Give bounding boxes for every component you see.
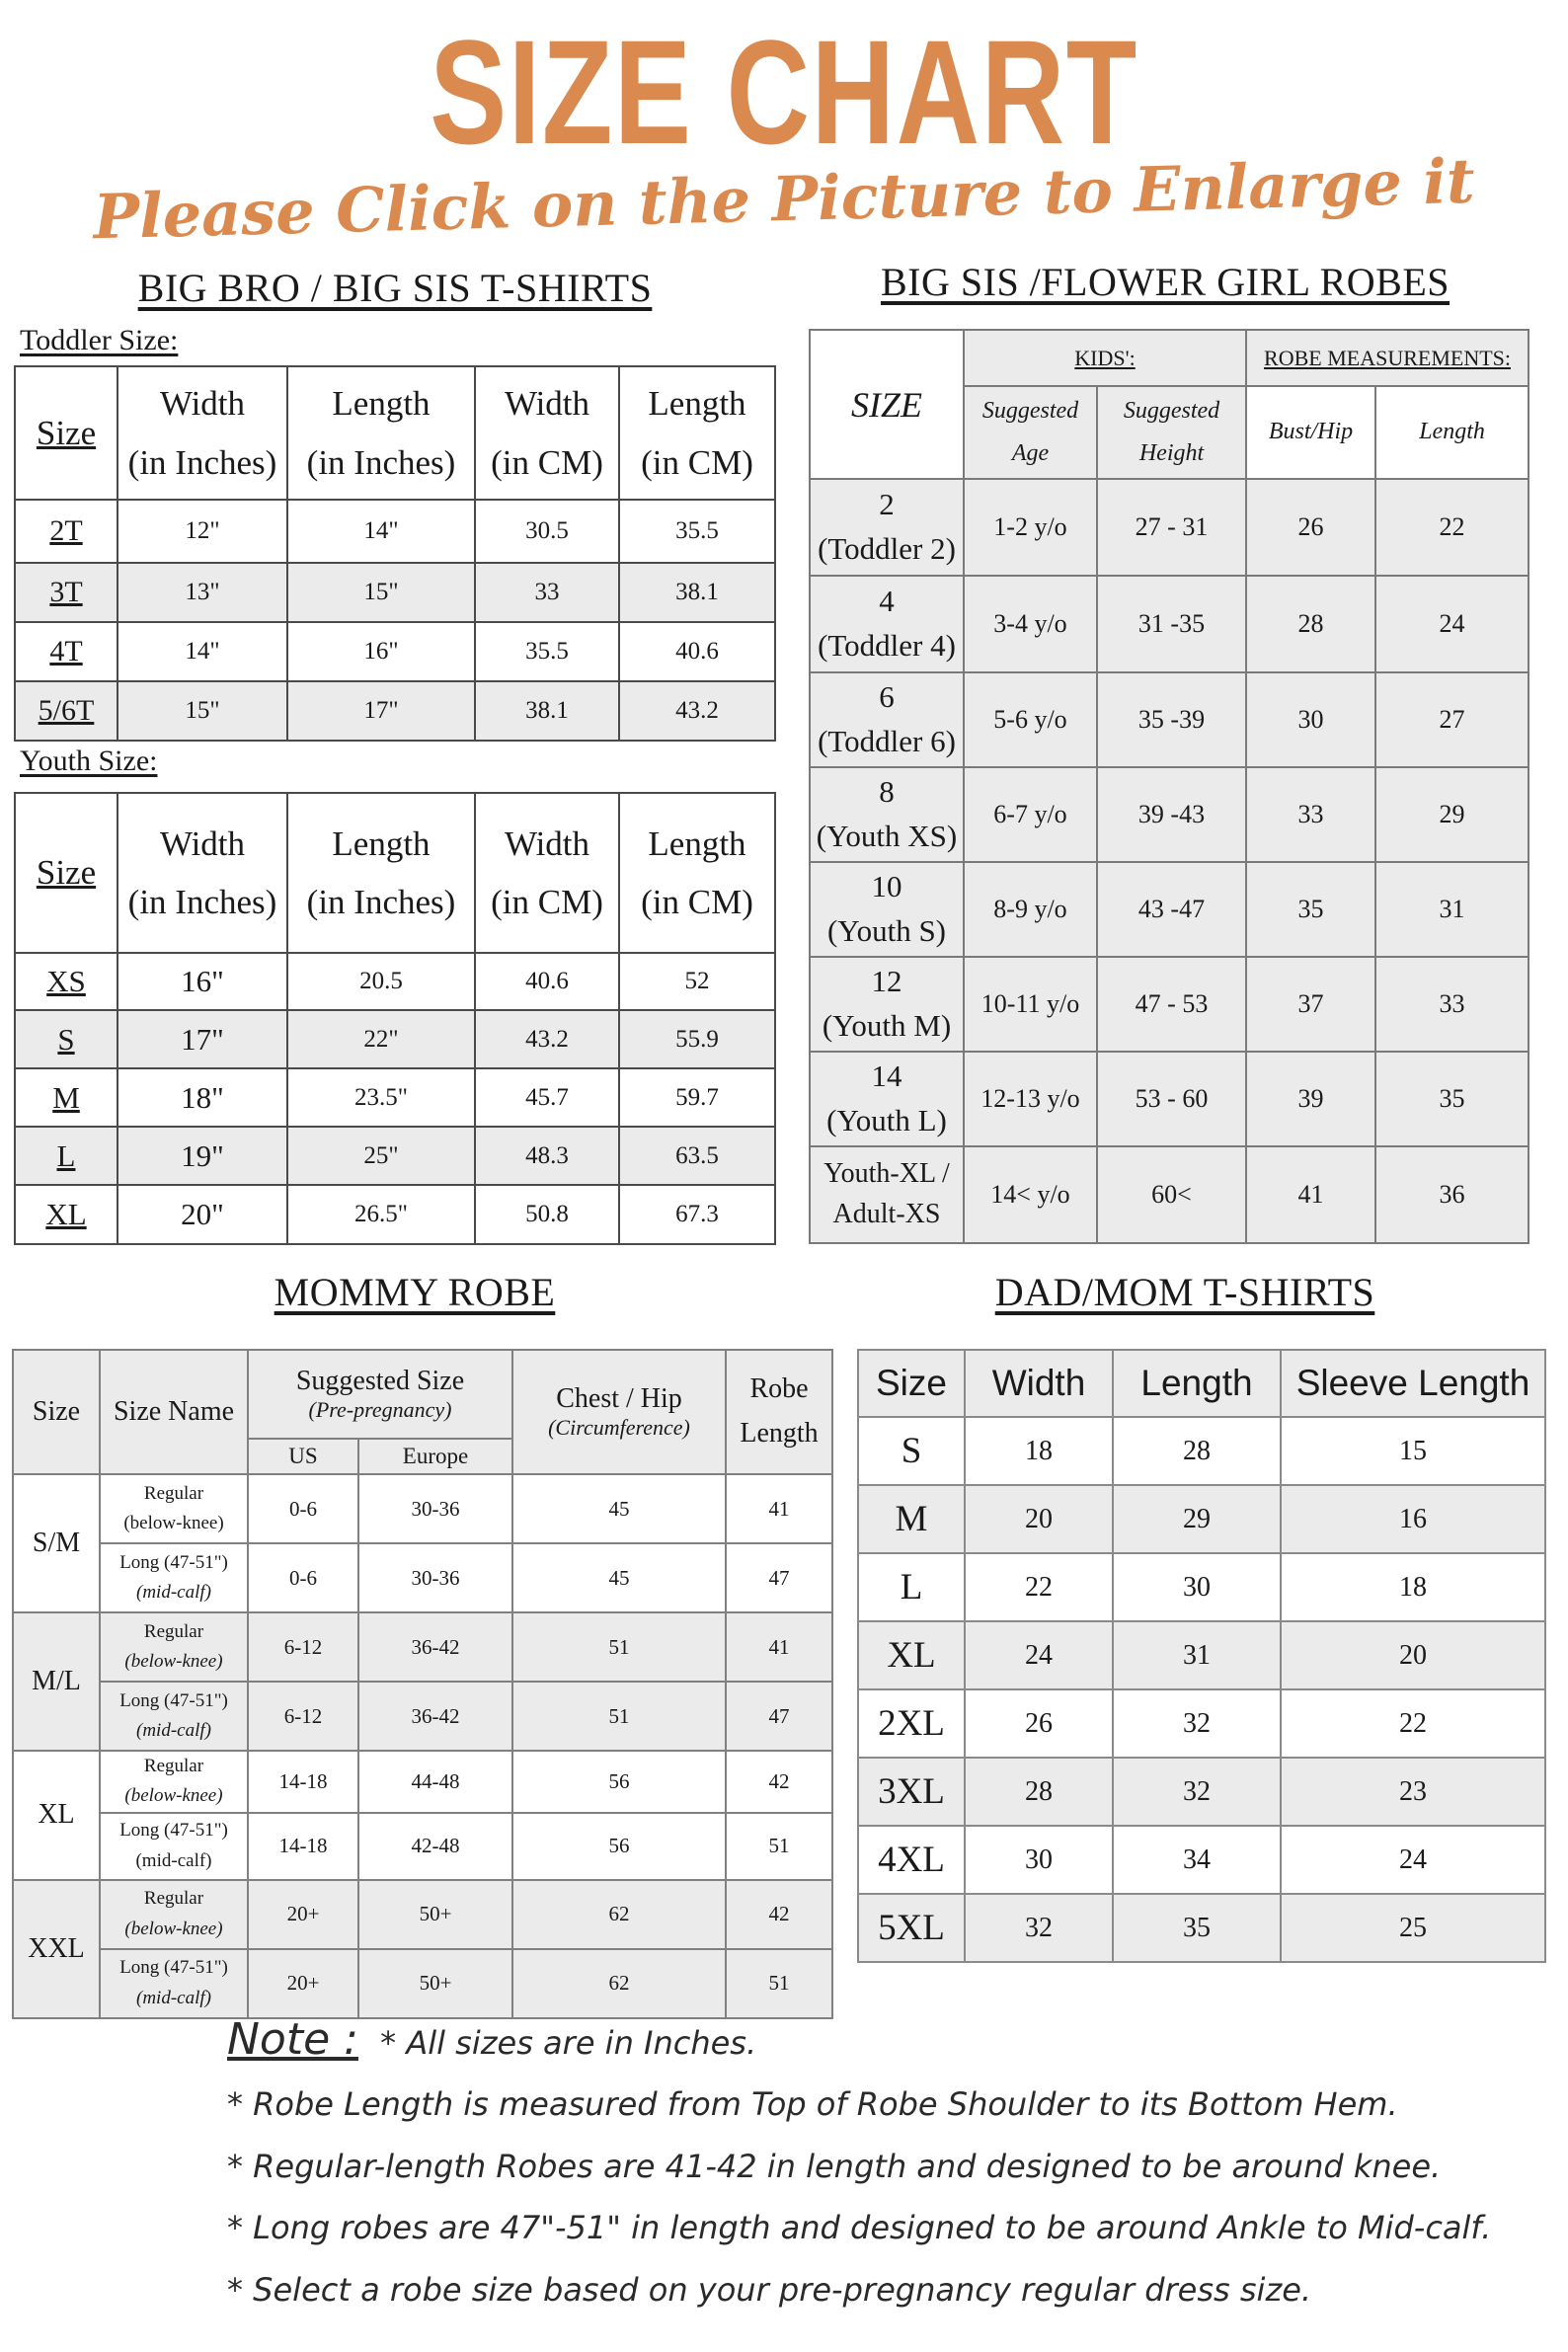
- col-length-cm: Length (in CM): [619, 793, 775, 953]
- chest-cell: 56: [512, 1751, 726, 1813]
- width-in-cell: 20": [118, 1185, 287, 1244]
- col-suggested-size: Suggested Size (Pre-pregnancy): [248, 1350, 512, 1439]
- size-cell: L: [15, 1127, 118, 1185]
- length-in-cell: 25": [287, 1127, 475, 1185]
- table-header-row: [810, 330, 1529, 386]
- table-row: [13, 1880, 832, 1949]
- col-size: Size: [13, 1350, 100, 1474]
- age-cell: 5-6 y/o: [964, 672, 1097, 767]
- table-row: [810, 862, 1529, 957]
- length-in-cell: 15": [287, 563, 475, 622]
- col-size-name: Size Name: [100, 1350, 248, 1474]
- dad-mom-table: [857, 1349, 1546, 1963]
- width-cm-cell: 43.2: [475, 1010, 619, 1068]
- size-cell: XL: [858, 1621, 965, 1689]
- col-kids: KIDS':: [964, 330, 1246, 386]
- length-cell: 42: [726, 1751, 832, 1813]
- size-group-cell: XL: [13, 1751, 100, 1880]
- col-bust-hip: Bust/Hip: [1246, 386, 1375, 479]
- notes-first-line: [227, 2014, 756, 2065]
- europe-cell: 44-48: [358, 1751, 512, 1813]
- sleeve-cell: 23: [1281, 1758, 1545, 1826]
- size-cell: 14 (Youth L): [810, 1052, 964, 1146]
- size-group-cell: S/M: [13, 1474, 100, 1612]
- us-cell: 6-12: [248, 1612, 358, 1682]
- width-cell: 30: [965, 1826, 1113, 1894]
- col-length-in: Length (in Inches): [287, 366, 475, 500]
- table-row: [858, 1553, 1545, 1621]
- age-cell: 12-13 y/o: [964, 1052, 1097, 1146]
- bust-cell: 37: [1246, 957, 1375, 1052]
- length-cell: 41: [726, 1612, 832, 1682]
- width-cell: 22: [965, 1553, 1113, 1621]
- length-cell: 30: [1113, 1553, 1281, 1621]
- length-cell: 33: [1375, 957, 1529, 1052]
- length-cell: 28: [1113, 1417, 1281, 1485]
- table-row: [858, 1689, 1545, 1758]
- bust-cell: 41: [1246, 1146, 1375, 1243]
- width-cell: 28: [965, 1758, 1113, 1826]
- mommy-robe-table: [12, 1349, 833, 2019]
- col-length-cm: Length (in CM): [619, 366, 775, 500]
- length-in-cell: 16": [287, 622, 475, 681]
- table-row: [15, 563, 775, 622]
- length-cell: 24: [1375, 576, 1529, 672]
- size-cell: M: [858, 1485, 965, 1553]
- width-cell: 32: [965, 1894, 1113, 1962]
- table-row: [858, 1485, 1545, 1553]
- width-cm-cell: 35.5: [475, 622, 619, 681]
- size-cell: 3XL: [858, 1758, 965, 1826]
- length-cell: 47: [726, 1543, 832, 1612]
- us-cell: 0-6: [248, 1543, 358, 1612]
- note-line: * All sizes are in Inches.: [380, 2024, 757, 2062]
- chest-cell: 62: [512, 1949, 726, 2018]
- us-cell: 20+: [248, 1949, 358, 2018]
- table-row: [858, 1894, 1545, 1962]
- europe-cell: 30-36: [358, 1474, 512, 1543]
- age-cell: 10-11 y/o: [964, 957, 1097, 1052]
- table-row: [810, 479, 1529, 576]
- length-cell: 35: [1375, 1052, 1529, 1146]
- table-row: [15, 681, 775, 741]
- size-cell: 2 (Toddler 2): [810, 479, 964, 576]
- length-cm-cell: 38.1: [619, 563, 775, 622]
- width-in-cell: 16": [118, 953, 287, 1010]
- table-row: [858, 1826, 1545, 1894]
- bust-cell: 35: [1246, 862, 1375, 957]
- size-cell: 2T: [15, 500, 118, 563]
- size-cell: M: [15, 1068, 118, 1127]
- width-cell: 24: [965, 1621, 1113, 1689]
- europe-cell: 50+: [358, 1949, 512, 2018]
- col-size: Size: [858, 1350, 965, 1417]
- length-cm-cell: 63.5: [619, 1127, 775, 1185]
- size-name-cell: Long (47-51") (mid-calf): [100, 1949, 248, 2018]
- length-cell: 34: [1113, 1826, 1281, 1894]
- size-cell: XL: [15, 1185, 118, 1244]
- length-cm-cell: 52: [619, 953, 775, 1010]
- chest-cell: 56: [512, 1813, 726, 1880]
- width-cm-cell: 48.3: [475, 1127, 619, 1185]
- table-row: [810, 1146, 1529, 1243]
- length-cell: 31: [1375, 862, 1529, 957]
- col-size: Size: [15, 366, 118, 500]
- col-width-cm: Width (in CM): [475, 793, 619, 953]
- col-length: Length: [1113, 1350, 1281, 1417]
- table-row: [13, 1813, 832, 1880]
- size-cell: Youth-XL / Adult-XS: [810, 1146, 964, 1243]
- length-cell: 35: [1113, 1894, 1281, 1962]
- col-robe-length: Robe Length: [726, 1350, 832, 1474]
- size-cell: 8 (Youth XS): [810, 767, 964, 862]
- size-name-cell: Regular (below-knee): [100, 1474, 248, 1543]
- length-cm-cell: 35.5: [619, 500, 775, 563]
- table-row: [810, 767, 1529, 862]
- height-cell: 35 -39: [1097, 672, 1246, 767]
- length-cm-cell: 55.9: [619, 1010, 775, 1068]
- col-width: Width: [965, 1350, 1113, 1417]
- table-row: [15, 1185, 775, 1244]
- chest-cell: 51: [512, 1612, 726, 1682]
- sleeve-cell: 25: [1281, 1894, 1545, 1962]
- table-row: [810, 1052, 1529, 1146]
- size-cell: L: [858, 1553, 965, 1621]
- size-name-cell: Regular (below-knee): [100, 1612, 248, 1682]
- us-cell: 20+: [248, 1880, 358, 1949]
- size-cell: 3T: [15, 563, 118, 622]
- europe-cell: 50+: [358, 1880, 512, 1949]
- size-cell: 10 (Youth S): [810, 862, 964, 957]
- length-in-cell: 14": [287, 500, 475, 563]
- note-line: * Robe Length is measured from Top of Robe Shoulder to its Bottom Hem.: [227, 2085, 1398, 2123]
- size-cell: 2XL: [858, 1689, 965, 1758]
- length-cell: 47: [726, 1682, 832, 1751]
- size-cell: 4T: [15, 622, 118, 681]
- age-cell: 1-2 y/o: [964, 479, 1097, 576]
- size-name-cell: Long (47-51") (mid-calf): [100, 1543, 248, 1612]
- chest-cell: 51: [512, 1682, 726, 1751]
- width-in-cell: 15": [118, 681, 287, 741]
- page-subtitle[interactable]: Please Click on the Picture to Enlarge it: [92, 144, 1476, 254]
- table-row: [15, 1010, 775, 1068]
- sleeve-cell: 15: [1281, 1417, 1545, 1485]
- chest-cell: 45: [512, 1474, 726, 1543]
- table-row: [15, 500, 775, 563]
- length-in-cell: 26.5": [287, 1185, 475, 1244]
- table-row: [15, 953, 775, 1010]
- col-length: Length: [1375, 386, 1529, 479]
- table-row: [13, 1543, 832, 1612]
- us-cell: 6-12: [248, 1682, 358, 1751]
- width-cm-cell: 30.5: [475, 500, 619, 563]
- table-header-row: [13, 1350, 832, 1439]
- width-in-cell: 13": [118, 563, 287, 622]
- height-cell: 47 - 53: [1097, 957, 1246, 1052]
- table-row: [810, 957, 1529, 1052]
- size-name-cell: Long (47-51") (mid-calf): [100, 1813, 248, 1880]
- col-length-in: Length (in Inches): [287, 793, 475, 953]
- size-group-cell: XXL: [13, 1880, 100, 2018]
- length-cell: 32: [1113, 1758, 1281, 1826]
- table-header-row: [858, 1350, 1545, 1417]
- col-width-cm: Width (in CM): [475, 366, 619, 500]
- table-row: [15, 1127, 775, 1185]
- height-cell: 27 - 31: [1097, 479, 1246, 576]
- size-cell: XS: [15, 953, 118, 1010]
- table-row: [13, 1949, 832, 2018]
- size-cell: 12 (Youth M): [810, 957, 964, 1052]
- sleeve-cell: 18: [1281, 1553, 1545, 1621]
- size-name-cell: Long (47-51") (mid-calf): [100, 1682, 248, 1751]
- col-width-in: Width (in Inches): [118, 366, 287, 500]
- col-width-in: Width (in Inches): [118, 793, 287, 953]
- youth-size-label: Youth Size:: [20, 745, 158, 777]
- length-cell: 51: [726, 1813, 832, 1880]
- length-in-cell: 20.5: [287, 953, 475, 1010]
- table-row: [810, 672, 1529, 767]
- width-cell: 26: [965, 1689, 1113, 1758]
- us-cell: 14-18: [248, 1813, 358, 1880]
- table-row: [13, 1682, 832, 1751]
- length-cm-cell: 67.3: [619, 1185, 775, 1244]
- bust-cell: 39: [1246, 1052, 1375, 1146]
- table-row: [858, 1621, 1545, 1689]
- col-robe-measurements: ROBE MEASUREMENTS:: [1246, 330, 1529, 386]
- us-cell: 0-6: [248, 1474, 358, 1543]
- toddler-size-table: [14, 365, 776, 742]
- table-row: [858, 1417, 1545, 1485]
- col-europe: Europe: [358, 1439, 512, 1474]
- width-in-cell: 14": [118, 622, 287, 681]
- width-cm-cell: 33: [475, 563, 619, 622]
- size-name-cell: Regular (below-knee): [100, 1880, 248, 1949]
- tees-title: BIG BRO / BIG SIS T-SHIRTS: [137, 266, 653, 310]
- length-cm-cell: 59.7: [619, 1068, 775, 1127]
- length-in-cell: 23.5": [287, 1068, 475, 1127]
- table-row: [810, 576, 1529, 672]
- size-group-cell: M/L: [13, 1612, 100, 1751]
- height-cell: 43 -47: [1097, 862, 1246, 957]
- table-row: [15, 622, 775, 681]
- toddler-size-label: Toddler Size:: [20, 324, 179, 356]
- length-cell: 22: [1375, 479, 1529, 576]
- note-label: Note :: [227, 2014, 358, 2065]
- width-in-cell: 12": [118, 500, 287, 563]
- age-cell: 8-9 y/o: [964, 862, 1097, 957]
- sleeve-cell: 22: [1281, 1689, 1545, 1758]
- size-cell: S: [858, 1417, 965, 1485]
- robes-title: BIG SIS /FLOWER GIRL ROBES: [880, 260, 1450, 304]
- table-header-row: [15, 366, 775, 500]
- width-cm-cell: 45.7: [475, 1068, 619, 1127]
- table-header-row: [15, 793, 775, 953]
- bust-cell: 28: [1246, 576, 1375, 672]
- europe-cell: 36-42: [358, 1612, 512, 1682]
- col-suggested-height: Suggested Height: [1097, 386, 1246, 479]
- size-cell: 4XL: [858, 1826, 965, 1894]
- width-in-cell: 17": [118, 1010, 287, 1068]
- size-cell: 5/6T: [15, 681, 118, 741]
- col-chest-hip: Chest / Hip (Circumference): [512, 1350, 726, 1474]
- bust-cell: 26: [1246, 479, 1375, 576]
- europe-cell: 30-36: [358, 1543, 512, 1612]
- robes-table: [809, 329, 1529, 1244]
- size-cell: 6 (Toddler 6): [810, 672, 964, 767]
- width-cell: 18: [965, 1417, 1113, 1485]
- length-cell: 32: [1113, 1689, 1281, 1758]
- length-cm-cell: 40.6: [619, 622, 775, 681]
- length-cell: 27: [1375, 672, 1529, 767]
- table-row: [13, 1751, 832, 1813]
- length-cell: 36: [1375, 1146, 1529, 1243]
- length-cell: 31: [1113, 1621, 1281, 1689]
- height-cell: 31 -35: [1097, 576, 1246, 672]
- age-cell: 3-4 y/o: [964, 576, 1097, 672]
- dad-title: DAD/MOM T-SHIRTS: [994, 1270, 1375, 1314]
- length-cell: 41: [726, 1474, 832, 1543]
- note-line: * Select a robe size based on your pre-pregnancy regular dress size.: [227, 2271, 1312, 2309]
- col-us: US: [248, 1439, 358, 1474]
- col-sleeve-length: Sleeve Length: [1281, 1350, 1545, 1417]
- size-name-cell: Regular (below-knee): [100, 1751, 248, 1813]
- size-cell: 4 (Toddler 4): [810, 576, 964, 672]
- page-title: SIZE CHART: [430, 9, 1138, 175]
- europe-cell: 36-42: [358, 1682, 512, 1751]
- length-cell: 29: [1113, 1485, 1281, 1553]
- length-in-cell: 17": [287, 681, 475, 741]
- height-cell: 60<: [1097, 1146, 1246, 1243]
- length-cell: 51: [726, 1949, 832, 2018]
- sleeve-cell: 24: [1281, 1826, 1545, 1894]
- col-size: Size: [15, 793, 118, 953]
- width-cm-cell: 50.8: [475, 1185, 619, 1244]
- size-cell: 5XL: [858, 1894, 965, 1962]
- width-cm-cell: 40.6: [475, 953, 619, 1010]
- us-cell: 14-18: [248, 1751, 358, 1813]
- width-in-cell: 19": [118, 1127, 287, 1185]
- table-row: [13, 1612, 832, 1682]
- note-line: * Long robes are 47"-51" in length and designed to be around Ankle to Mid-calf.: [227, 2209, 1492, 2246]
- width-cell: 20: [965, 1485, 1113, 1553]
- sleeve-cell: 16: [1281, 1485, 1545, 1553]
- height-cell: 53 - 60: [1097, 1052, 1246, 1146]
- col-size: SIZE: [810, 330, 964, 479]
- col-suggested-age: Suggested Age: [964, 386, 1097, 479]
- chest-cell: 62: [512, 1880, 726, 1949]
- table-row: [13, 1474, 832, 1543]
- mommy-title: MOMMY ROBE: [274, 1270, 556, 1314]
- youth-size-table: [14, 792, 776, 1245]
- bust-cell: 33: [1246, 767, 1375, 862]
- length-cell: 42: [726, 1880, 832, 1949]
- size-cell: S: [15, 1010, 118, 1068]
- table-row: [858, 1758, 1545, 1826]
- chest-cell: 45: [512, 1543, 726, 1612]
- sleeve-cell: 20: [1281, 1621, 1545, 1689]
- europe-cell: 42-48: [358, 1813, 512, 1880]
- age-cell: 14< y/o: [964, 1146, 1097, 1243]
- width-cm-cell: 38.1: [475, 681, 619, 741]
- width-in-cell: 18": [118, 1068, 287, 1127]
- table-row: [15, 1068, 775, 1127]
- bust-cell: 30: [1246, 672, 1375, 767]
- age-cell: 6-7 y/o: [964, 767, 1097, 862]
- length-cell: 29: [1375, 767, 1529, 862]
- height-cell: 39 -43: [1097, 767, 1246, 862]
- note-line: * Regular-length Robes are 41-42 in length and designed to be around knee.: [227, 2148, 1442, 2185]
- length-in-cell: 22": [287, 1010, 475, 1068]
- length-cm-cell: 43.2: [619, 681, 775, 741]
